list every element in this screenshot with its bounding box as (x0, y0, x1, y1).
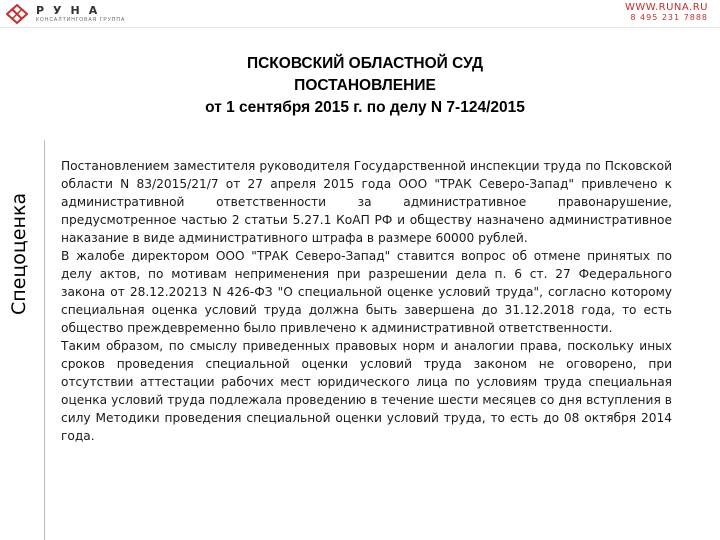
case-reference: от 1 сентября 2015 г. по делу N 7-124/2015 (205, 99, 525, 116)
header-divider (0, 27, 720, 28)
website-link[interactable]: WWW.RUNA.RU (624, 2, 708, 13)
page-header (0, 0, 720, 26)
paragraph: Постановлением заместителя руководителя Государственной инспекции труда по Псковской области N 83/2015/21/7 от 27 апреля 2015 года ООО "ТРАК Северо-Запад" привлечено к административной ответственности за административное правонарушение, предусмотренное частью 2 статьи 5.27.1 КоАП РФ и обществу назначено административное наказание в виде административного штрафа в размере 60000 рублей. (61, 159, 672, 245)
logo-name: РУНА (36, 4, 107, 17)
paragraph: Таким образом, по смыслу приведенных правовых норм и аналогии права, поскольку иных сроков проведения специальной оценки условий труда законом не оговорено, при отсутствии аттестации рабочих мест юридического лица по условиям труда специальная оценка условий труда подлежала проведению в течение шести месяцев со дня вступления в силу Методики проведения специальной оценки условий труда, то есть до 08 октября 2014 года. (61, 339, 672, 443)
side-section-label: Спецоценка (8, 192, 30, 315)
contact-info (625, 2, 708, 23)
paragraph: В жалобе директором ООО "ТРАК Северо-Запад" ставится вопрос об отмене принятых по делу актов, по мотивам неприменения при разрешении дела п. 6 ст. 27 Федерального закона от 28.12.20213 N 426-ФЗ "О специальной оценке условий труда", согласно которому специальная оценка условий труда должна быть завершена до 31.12.2018 года, то есть общество преждевременно было привлечено к административной ответственности. (61, 249, 672, 335)
document-title (90, 53, 640, 119)
document-body (61, 157, 672, 445)
document-type: ПОСТАНОВЛЕНИЕ (294, 77, 436, 94)
court-name: ПСКОВСКИЙ ОБЛАСТНОЙ СУД (246, 55, 484, 72)
phone-number: 8 495 231 7888 (630, 13, 708, 22)
side-divider (44, 140, 45, 540)
logo-subtitle: КОНСАЛТИНГОВАЯ ГРУППА (36, 17, 126, 23)
runa-logo-icon (6, 4, 28, 24)
company-logo (6, 4, 136, 24)
